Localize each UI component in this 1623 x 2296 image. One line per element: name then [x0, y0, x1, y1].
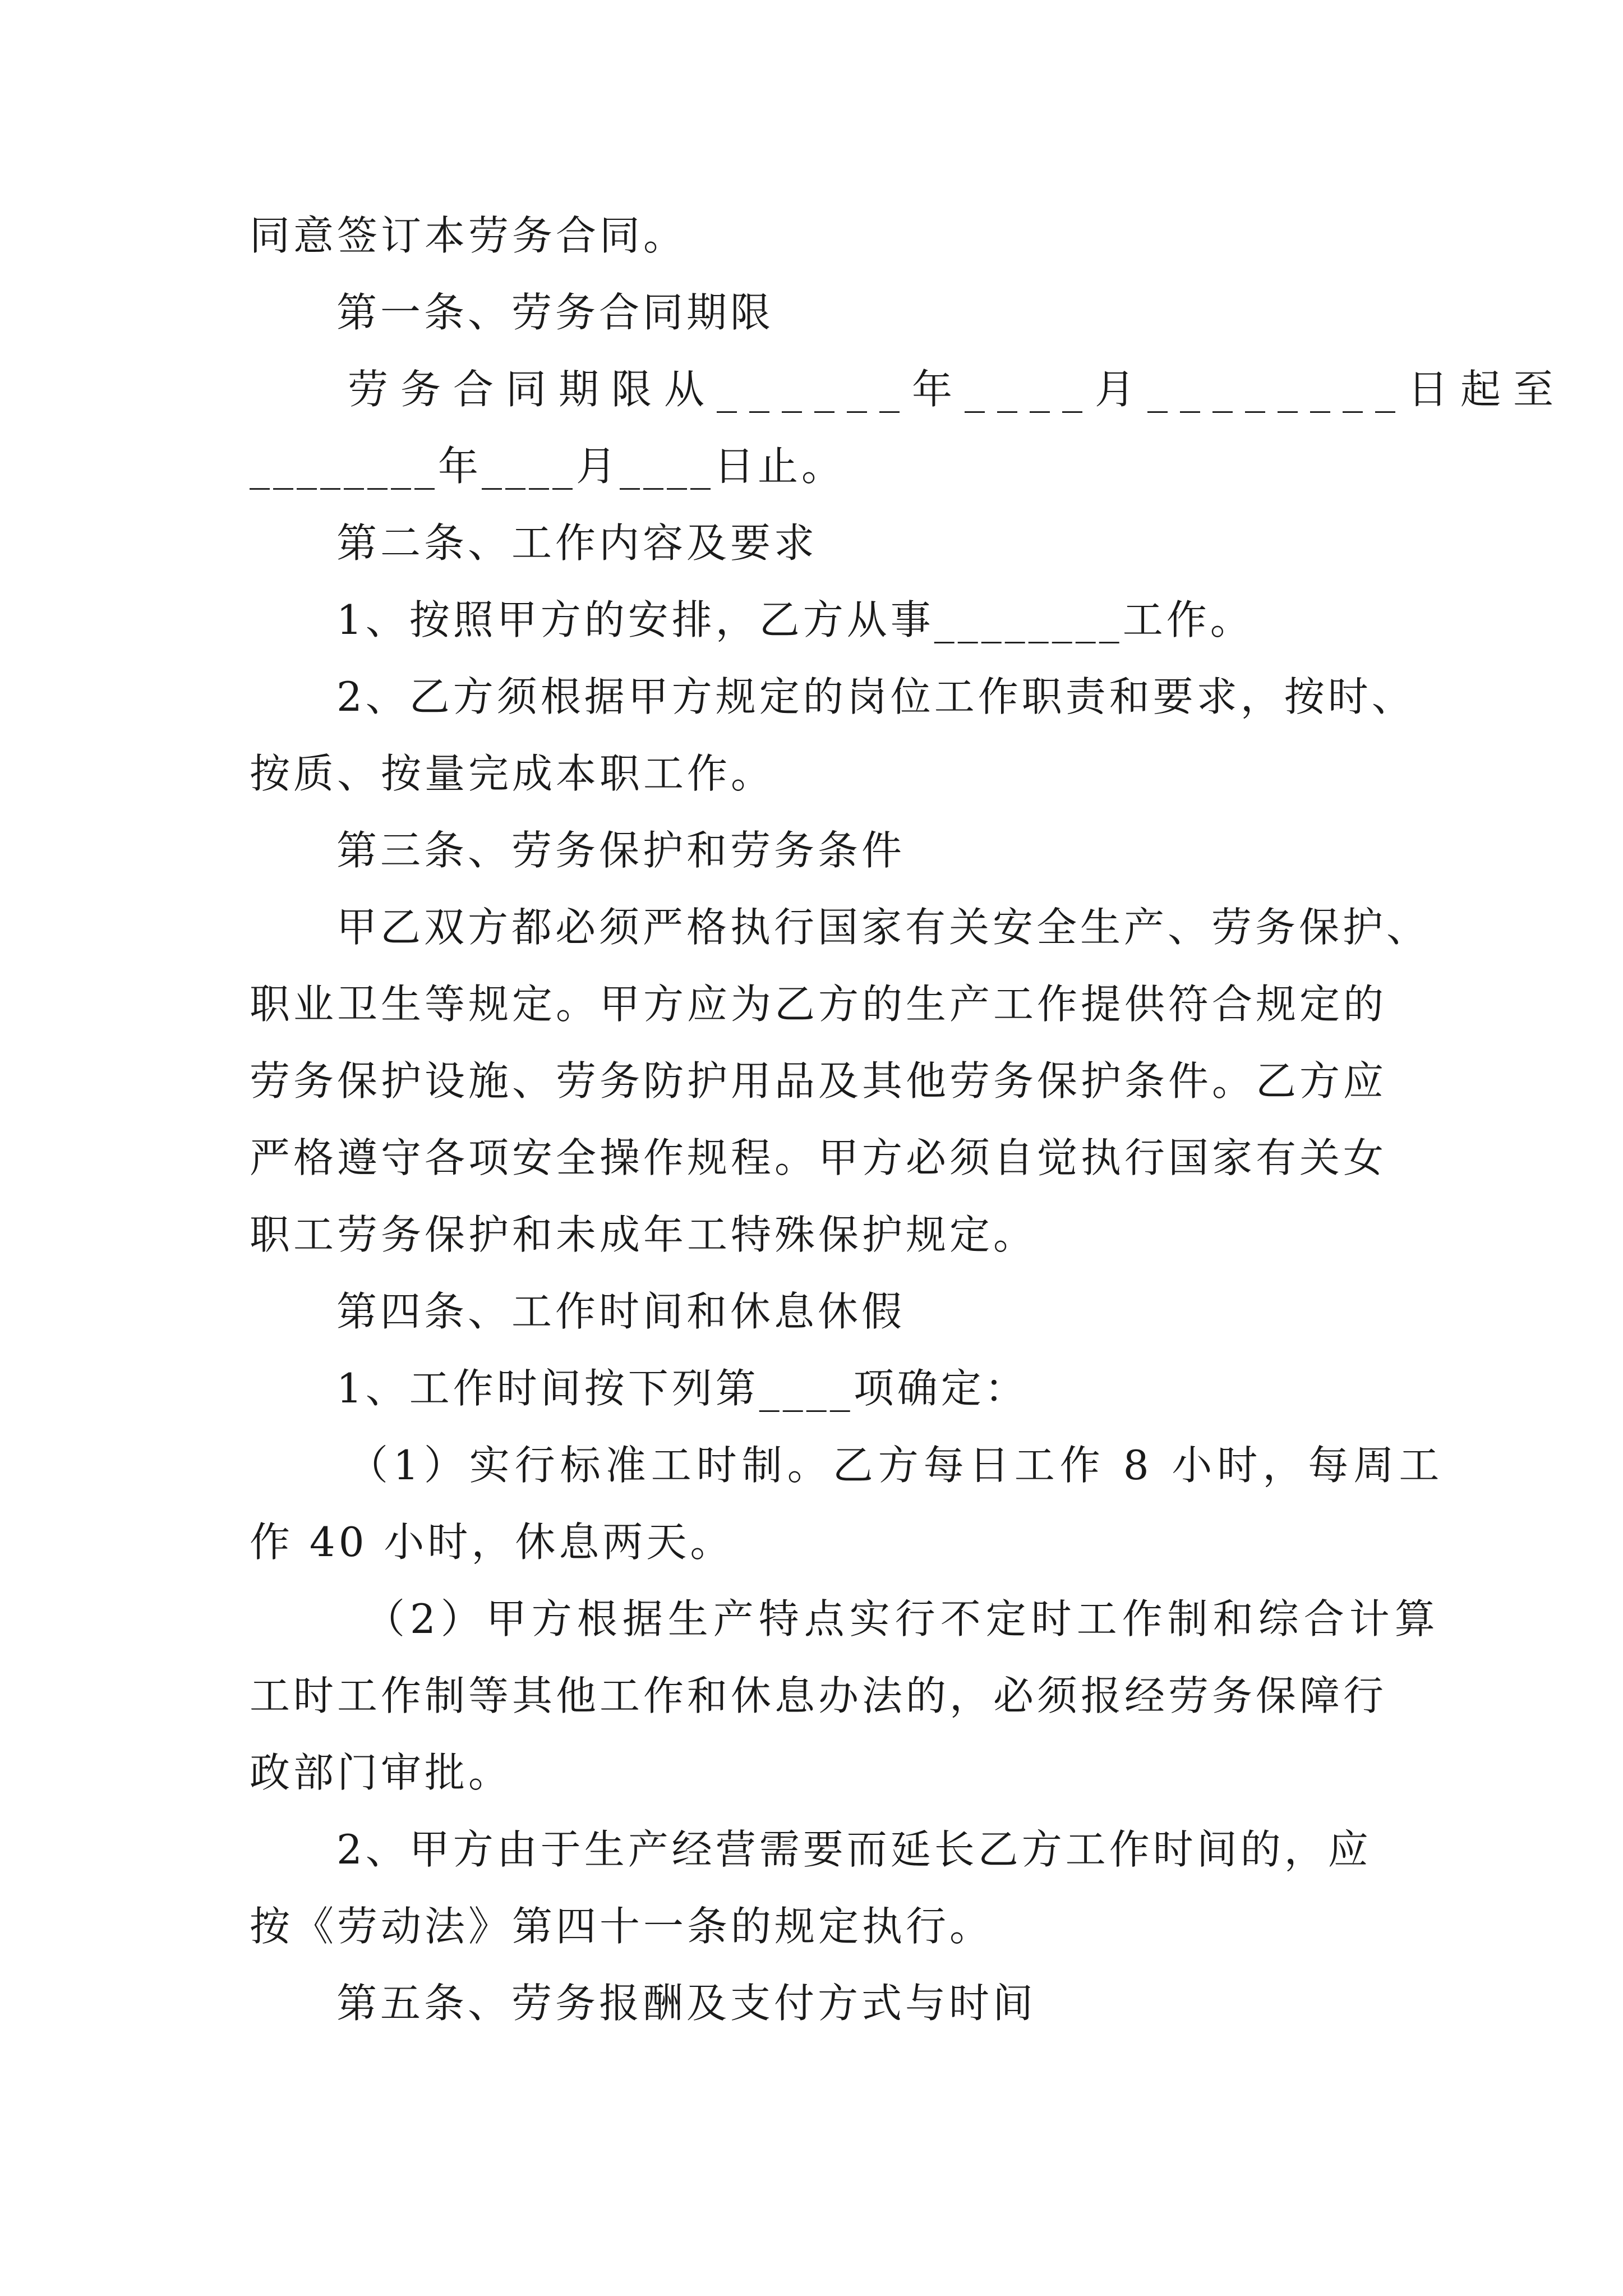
text-line: 工时工作制等其他工作和休息办法的，必须报经劳务保障行: [250, 1672, 1387, 1719]
text-line: 劳务保护设施、劳务防护用品及其他劳务保护条件。乙方应: [250, 1057, 1387, 1105]
text-line: 职工劳务保护和未成年工特殊保护规定。: [250, 1211, 1038, 1258]
text-line: 同意签订本劳务合同。: [250, 212, 688, 259]
article-5-heading: 第五条、劳务报酬及支付方式与时间: [336, 1980, 1037, 2027]
text-line: ________年____月____日止。: [250, 443, 846, 490]
text-line: 2、乙方须根据甲方规定的岗位工作职责和要求，按时、: [336, 673, 1415, 720]
text-line: （1）实行标准工时制。乙方每日工作 8 小时，每周工: [348, 1442, 1445, 1489]
text-line: 严格遵守各项安全操作规程。甲方必须自觉执行国家有关女: [250, 1134, 1387, 1181]
article-1-heading: 第一条、劳务合同期限: [336, 289, 774, 336]
text-line: 甲乙双方都必须严格执行国家有关安全生产、劳务保护、: [336, 904, 1431, 951]
text-line: 劳务合同期限从______年____月________日起至: [348, 366, 1566, 413]
article-3-heading: 第三条、劳务保护和劳务条件: [336, 827, 906, 874]
text-line: （2）甲方根据生产特点实行不定时工作制和综合计算: [365, 1595, 1440, 1642]
text-line: 2、甲方由于生产经营需要而延长乙方工作时间的，应: [336, 1826, 1372, 1873]
text-line: 1、按照甲方的安排，乙方从事________工作。: [336, 596, 1254, 643]
text-line: 作 40 小时，休息两天。: [250, 1519, 734, 1566]
article-2-heading: 第二条、工作内容及要求: [336, 519, 818, 567]
article-4-heading: 第四条、工作时间和休息休假: [336, 1288, 906, 1335]
text-line: 1、工作时间按下列第____项确定：: [336, 1365, 1029, 1412]
text-line: 按《劳动法》第四十一条的规定执行。: [250, 1903, 994, 1950]
text-line: 按质、按量完成本职工作。: [250, 750, 775, 797]
text-line: 职业卫生等规定。甲方应为乙方的生产工作提供符合规定的: [250, 981, 1387, 1028]
text-line: 政部门审批。: [250, 1749, 513, 1796]
